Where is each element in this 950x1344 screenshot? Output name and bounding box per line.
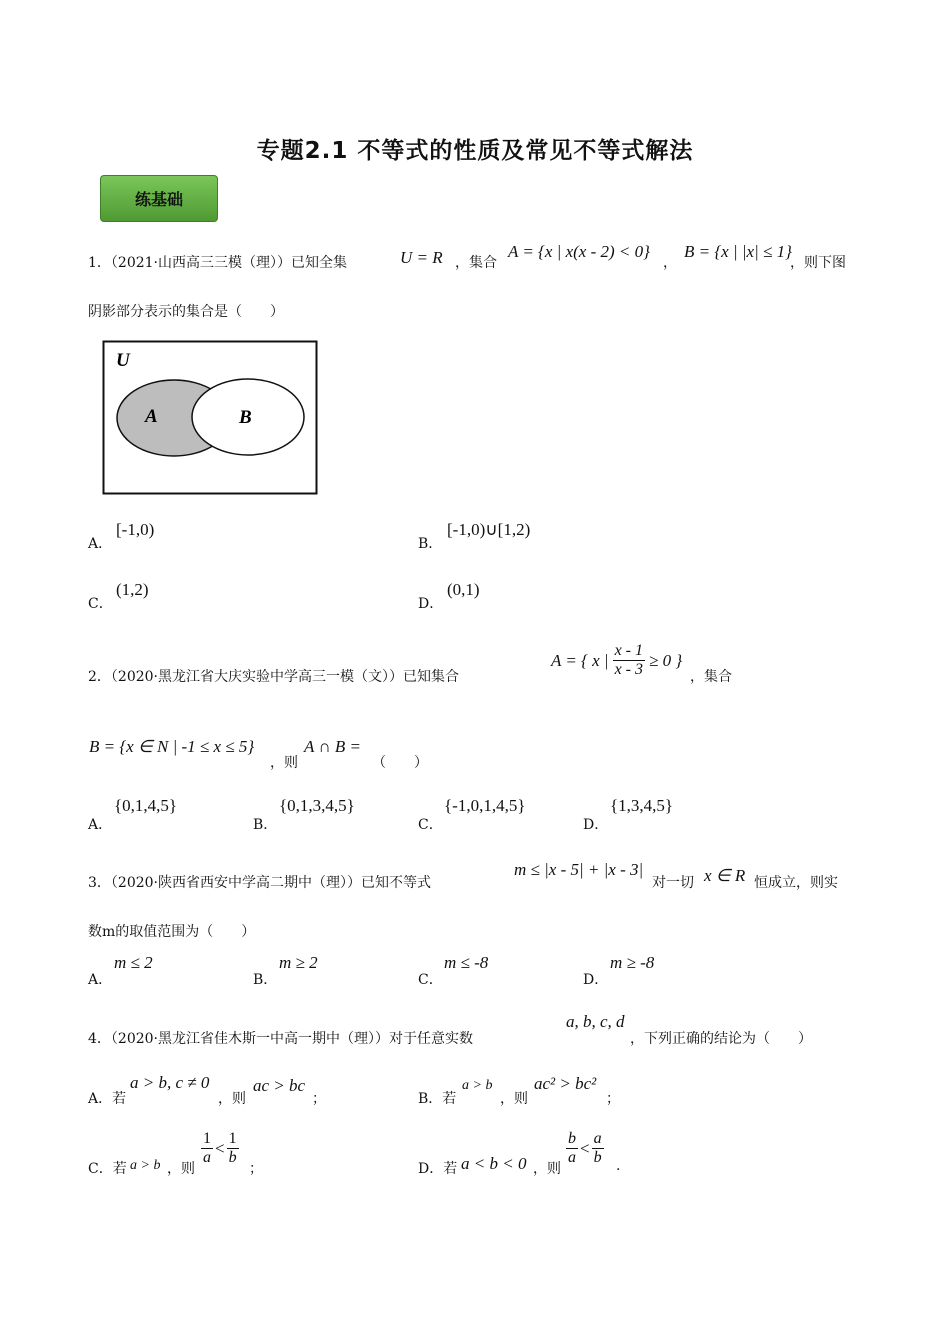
q4-c-op: < (215, 1138, 225, 1158)
venn-a-label: A (145, 406, 158, 427)
q3-inequality: m ≤ |x - 5| + |x - 3| (514, 860, 644, 879)
q2-then: ，则 (270, 755, 298, 771)
q3-option-d-letter: D． (583, 972, 609, 988)
q4-option-b-cond: a > b (462, 1078, 493, 1093)
q4-option-d-letter: D．若 (418, 1161, 458, 1177)
q4-option-a-letter: A．若 (88, 1091, 127, 1107)
q4-option-c-end: ； (249, 1161, 263, 1177)
venn-u-label: U (116, 350, 130, 371)
q2-set-a-prefix: A = { x | (551, 650, 609, 670)
q4-c-right-num: 1 (228, 1130, 237, 1147)
q2-set-a-fraction (613, 642, 645, 679)
q4-option-a-then: ，则 (218, 1091, 246, 1107)
q2-set-a (551, 642, 682, 679)
q3-option-b: m ≥ 2 (279, 953, 318, 972)
q3-option-a: m ≤ 2 (114, 953, 153, 972)
q1-option-d-letter: D． (418, 596, 444, 612)
q1-option-a-letter: A． (88, 536, 113, 552)
q4-d-right-num: a (593, 1130, 602, 1147)
q3-domain: x ∈ R (704, 866, 746, 885)
q4-option-c-then: ，则 (167, 1161, 195, 1177)
q2-option-d-letter: D． (583, 817, 609, 833)
q2-frac-num: x - 1 (614, 642, 644, 659)
q3-stem-b: 对一切 (652, 875, 694, 891)
q2-option-b: {0,1,3,4,5} (279, 796, 355, 815)
q4-d-left-num: b (568, 1130, 576, 1147)
q2-option-c-letter: C． (418, 817, 443, 833)
q3-option-b-letter: B． (253, 972, 278, 988)
q4-option-c-letter: C．若 (88, 1161, 127, 1177)
q2-stem-a: 2．（2020·黑龙江省大庆实验中学高三一模（文））已知集合 (88, 669, 459, 685)
q1-stem-a: 1．（2021·山西高三三模（理））已知全集 (88, 255, 347, 271)
q4-option-b-then: ，则 (500, 1091, 528, 1107)
q1-option-a: [-1,0) (116, 520, 155, 539)
q4-d-right-den: b (593, 1149, 602, 1166)
q1-line2: 阴影部分表示的集合是（ ） (88, 304, 284, 320)
q3-option-c-letter: C． (418, 972, 443, 988)
q4-option-b-concl: ac² > bc² (534, 1074, 597, 1093)
q1-stem-b: ，集合 (455, 255, 497, 271)
q2-set-a-suffix: ≥ 0 } (649, 650, 683, 670)
q1-stem-c: ，则下图 (790, 255, 846, 271)
q4-option-d-end: . (616, 1158, 621, 1174)
q2-frac-den: x - 3 (614, 661, 644, 678)
venn-diagram (102, 340, 318, 495)
q2-option-a-letter: A． (88, 817, 113, 833)
q4-d-op: < (580, 1138, 590, 1158)
q3-option-c: m ≤ -8 (444, 953, 489, 972)
q1-universal-set: U = R (400, 248, 443, 267)
q3-line2: 数m的取值范围为（ ） (88, 924, 256, 940)
q1-sep: ， (663, 255, 677, 271)
q4-option-c-left-frac (201, 1130, 213, 1167)
q4-option-a-concl: ac > bc (253, 1076, 306, 1095)
q4-option-d-then: ，则 (533, 1161, 561, 1177)
q1-option-c: (1,2) (116, 580, 149, 599)
q4-option-b-end: ； (606, 1091, 620, 1107)
q1-option-c-letter: C． (88, 596, 113, 612)
q2-set-b: B = {x ∈ N | -1 ≤ x ≤ 5} (89, 737, 255, 756)
q2-paren: （ ） (372, 755, 428, 771)
q4-vars: a, b, c, d (566, 1012, 625, 1031)
q4-option-a-end: ； (312, 1091, 326, 1107)
q3-option-a-letter: A． (88, 972, 113, 988)
q3-stem-a: 3．（2020·陕西省西安中学高二期中（理））已知不等式 (88, 875, 431, 891)
q4-option-d-right-frac (592, 1130, 604, 1167)
page-title: 专题2.1 不等式的性质及常见不等式解法 (256, 138, 694, 164)
q2-stem-b: ，集合 (690, 669, 732, 685)
q2-option-d: {1,3,4,5} (610, 796, 674, 815)
q1-set-b: B = {x | |x| ≤ 1} (684, 242, 792, 261)
q4-option-a-cond: a > b, c ≠ 0 (130, 1073, 210, 1092)
q1-option-b: [-1,0)∪[1,2) (447, 520, 531, 539)
q4-option-b-letter: B．若 (418, 1091, 457, 1107)
q4-option-c-cond: a > b (130, 1158, 161, 1173)
q4-c-left-num: 1 (203, 1130, 211, 1147)
q2-expr: A ∩ B = (304, 737, 361, 756)
q4-option-c-ineq (201, 1130, 239, 1167)
q2-option-c: {-1,0,1,4,5} (444, 796, 526, 815)
q3-stem-c: 恒成立，则实 (754, 875, 838, 891)
q1-option-b-letter: B． (418, 536, 443, 552)
q4-c-left-den: a (203, 1149, 211, 1166)
q4-d-left-den: a (568, 1149, 576, 1166)
q1-option-d: (0,1) (447, 580, 480, 599)
q2-option-b-letter: B． (253, 817, 278, 833)
q4-option-d-cond: a < b < 0 (461, 1154, 527, 1173)
q1-set-a: A = {x | x(x - 2) < 0} (508, 242, 650, 261)
q4-c-right-den: b (228, 1149, 237, 1166)
q4-option-d-ineq (566, 1130, 604, 1167)
venn-b-label: B (239, 407, 252, 428)
q2-option-a: {0,1,4,5} (114, 796, 178, 815)
q4-stem-a: 4．（2020·黑龙江省佳木斯一中高一期中（理））对于任意实数 (88, 1031, 473, 1047)
q3-option-d: m ≥ -8 (610, 953, 655, 972)
q4-stem-b: ，下列正确的结论为（ ） (630, 1031, 812, 1047)
q4-option-d-left-frac (566, 1130, 578, 1167)
section-badge: 练基础 (100, 175, 218, 222)
q4-option-c-right-frac (227, 1130, 239, 1167)
